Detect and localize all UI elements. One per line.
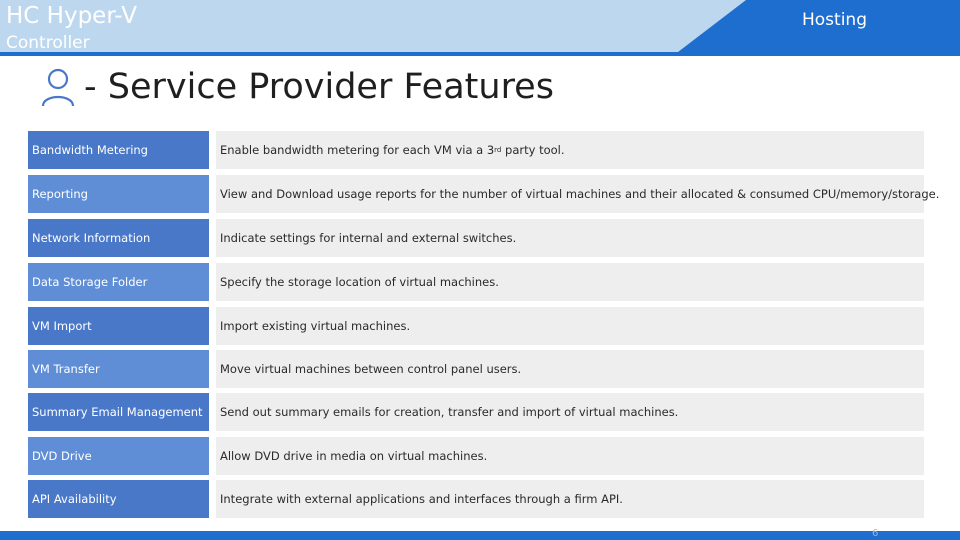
page-title: - Service Provider Features [84, 67, 554, 107]
section-label: Hosting [802, 10, 867, 30]
feature-name: API Availability [28, 480, 209, 518]
footer-bar [0, 531, 960, 540]
feature-description: Specify the storage location of virtual machines. [216, 263, 924, 301]
feature-description: Allow DVD drive in media on virtual machines. [216, 437, 924, 475]
feature-description: Indicate settings for internal and external switches. [216, 219, 924, 257]
table-row [28, 393, 924, 431]
feature-name: Bandwidth Metering [28, 131, 209, 169]
feature-description: Move virtual machines between control panel users. [216, 350, 924, 388]
feature-name: DVD Drive [28, 437, 209, 475]
feature-description: Enable bandwidth metering for each VM via a 3 rd party tool. [216, 131, 924, 169]
app-subtitle: Controller [6, 33, 90, 53]
feature-name: Network Information [28, 219, 209, 257]
feature-name: Summary Email Management [28, 393, 209, 431]
feature-description: View and Download usage reports for the number of virtual machines and their allocated & consumed CPU/memory/storage. [216, 175, 924, 213]
feature-name: VM Import [28, 307, 209, 345]
table-row [28, 307, 924, 345]
user-icon [40, 67, 76, 107]
feature-description: Integrate with external applications and interfaces through a firm API. [216, 480, 924, 518]
page-number: 6 [872, 528, 879, 539]
table-row [28, 131, 924, 169]
app-title: HC Hyper-V [6, 3, 137, 29]
table-row [28, 480, 924, 518]
table-row [28, 263, 924, 301]
table-row [28, 219, 924, 257]
table-row [28, 350, 924, 388]
table-row [28, 175, 940, 213]
feature-name: Reporting [28, 175, 209, 213]
feature-description: Send out summary emails for creation, transfer and import of virtual machines. [216, 393, 924, 431]
feature-description: Import existing virtual machines. [216, 307, 924, 345]
header-banner [0, 0, 960, 56]
feature-name: Data Storage Folder [28, 263, 209, 301]
feature-name: VM Transfer [28, 350, 209, 388]
table-row [28, 437, 924, 475]
